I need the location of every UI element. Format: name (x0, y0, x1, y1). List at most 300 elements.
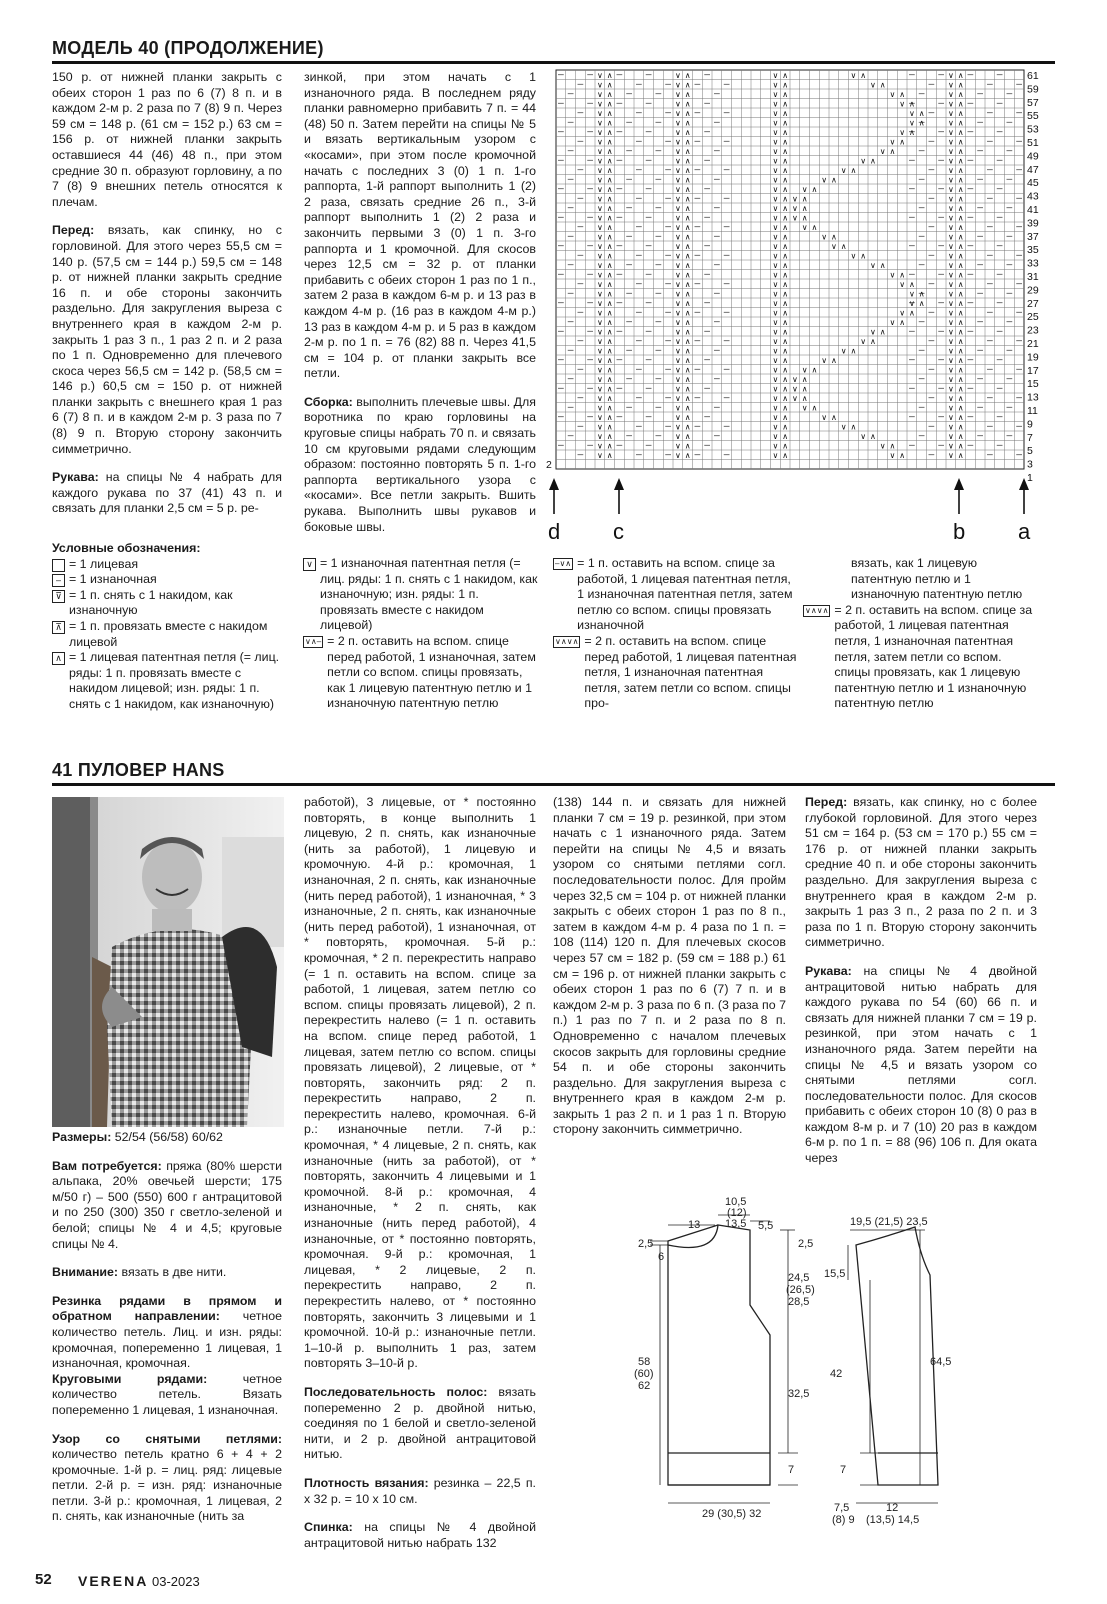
chart-cell-symbol: ∧ (684, 80, 691, 90)
m41-materials: Вам потребуется: пряжа (80% шерсти альпака, 20% овечьей шерсти; 175 м/50 г) – 500 (550) 600 г антрацитовой и по 250 (300) 350 г светло-зеленой и белой; спицы № 4 и 4,5; круговые спицы № 4. (52, 1158, 283, 1251)
chart-cell-symbol: ∨ (860, 156, 867, 166)
chart-cell-symbol: ∨ (948, 318, 954, 327)
chart-cell-symbol: ∨ (597, 166, 603, 175)
chart-cell-symbol: ∨ (597, 71, 603, 80)
chart-cell-symbol: ∨ (597, 413, 603, 422)
chart-cell-symbol: ∧ (782, 441, 789, 451)
chart-cell-symbol: ∧ (782, 289, 789, 299)
chart-cell-symbol: ∨ (675, 166, 681, 175)
chart-cell-symbol: ∧ (606, 384, 613, 394)
m41-density: Плотность вязания: резинка – 22,5 п. х 32 р. = 10 х 10 см. (304, 1475, 536, 1506)
chart-cell-symbol: ∨ (675, 289, 681, 299)
chart-cell-symbol: ∨ (597, 270, 603, 280)
chart-cell-symbol: ∨ (801, 403, 808, 413)
dim-left-2-5: 2,5 (638, 1238, 654, 1250)
issue-number: 03-2023 (152, 1574, 200, 1589)
chart-cell-symbol: ∧ (684, 232, 691, 242)
m40-column-2 (304, 70, 536, 548)
m41-column-2 (304, 795, 536, 1564)
dim-sleeve-top: 19,5 (21,5) 23,5 (850, 1216, 928, 1228)
chart-cell-symbol: ∧ (957, 71, 964, 80)
chart-cell-symbol: ∧ (957, 232, 964, 242)
chart-cell-symbol: ∨ (675, 185, 681, 194)
chart-cell-symbol: ∧ (957, 441, 964, 451)
chart-cell-symbol: ∨ (948, 166, 954, 175)
chart-arrow-label: b (953, 519, 966, 544)
chart-cell-symbol: ∧ (957, 128, 964, 137)
legend-symbol-icon: ∨ (303, 558, 316, 571)
chart-cell-symbol: ∨ (597, 451, 603, 460)
chart-cell-symbol: ∨ (772, 451, 779, 460)
chart-cell-symbol: ∧ (879, 80, 886, 90)
chart-cell-symbol: ∨ (948, 232, 954, 242)
chart-cell-symbol: ∧ (801, 213, 808, 223)
chart-cell-symbol: ∧ (782, 261, 789, 270)
m41-sleeves: Рукава: на спицы № 4 двойной антрацитовой нитью набрать для каждого рукава по 54 (60) 66 п. и связать для нижней планки 7 см = 19 р. резинкой, при этом начать с 1 изнаночного ряда. Затем перейти на спицы № 4,5 и вязать узором со снятыми петлями согл. последовательности полос. Для скосов прибавить с обеих сторон 10 (8) 0 раз в каждом 8-м р. и 7 (10) 20 раз в каждом 6-м р. по 1 п. = 88 (96) 106 п. Для оката через (805, 963, 1037, 1166)
chart-cell-symbol: ∧ (909, 128, 915, 137)
pattern-diagram (620, 1185, 1060, 1570)
chart-cell-symbol: ∧ (889, 441, 896, 451)
chart-cell-symbol: ∨ (675, 175, 681, 185)
chart-cell-symbol: ∨ (840, 422, 847, 432)
chart-cell-symbol: ∨ (860, 432, 867, 441)
chart-cell-symbol: ∨ (675, 356, 681, 365)
legend-text: = 2 п. оставить на вспом. спице перед работой, 1 изнаночная, затем петли со вспом. спицы провязать, как 1 лицевую патентную петлю и 1 изнаночную патентную петлю (327, 633, 536, 711)
chart-cell-symbol: ∧ (918, 109, 925, 118)
m41-slip-cont: работой), 3 лицевые, от * постоянно повторять, в конце выполнить 1 лицевую, 2 п. снять, как изнаночные (нить за работой), 1 лицевую и кромочную. 4-й р.: кромочная, 1 изнаночная, 2 п. снять, как изнаночные (нить перед работой), 1 изнаночная, * 3 изнаночные, 2 п. снять, как изнаночные (нить перед работой), 1 изнаночная, от * повторять, кромочная. 5-й р.: кромочная, * 2 п. перекрестить направо (= 1 п. оставить на вспом. спице за работой, 1 лицевая, затем петлю со вспом. спицы провязать лицевой), 2 п. перекрестить налево (= 1 п. оставить на вспом. спице перед работой, 1 лицевая, затем петлю со вспом. спицы провязать лицевой), 2 лицевые, от * повторять, закончить ряд: 2 п. перекрестить направо, 2 п. перекрестить налево, кромочная. 6-й р.: изнаночные петли. 7-й р.: кромочная, * 4 лицевые, 2 п. снять, как изнаночные (нить за работой), от * повторять, закончить 4 лицевыми и 1 кромочной. 8-й р.: кромочная, 4 изнаночные, * 2 п. снять, как изнаночные (нить перед работой), 4 изнаночные, от * постоянно повторять, кромочная. 9-й р.: кромочная, 1 лицевая, * 2 лицевые, 2 п. перекрестить направо, 2 п. перекрестить налево, от * постоянно повторять, закончить 3 лицевыми и 1 кромочной. 10-й р.: изнаночные петли. 1–10-й р. выполнить 1 раз, затем повторять 3–10-й р. (304, 795, 536, 1371)
chart-cell-symbol: ∨ (948, 270, 954, 280)
chart-cell-symbol: ∨ (772, 232, 779, 242)
chart-cell-symbol: ∨ (792, 394, 798, 403)
chart-cell-symbol: ∧ (684, 403, 691, 413)
chart-cell-symbol: ∧ (782, 403, 789, 413)
chart-cell-symbol: ∨ (831, 242, 837, 251)
legend-text: = 1 п. провязать вместе с накидом лицевой (69, 618, 268, 649)
chart-cell-symbol: ∨ (597, 194, 603, 204)
chart-cell-symbol: ∨ (772, 204, 779, 213)
chart-cell-symbol: ∧ (606, 223, 613, 232)
chart-cell-symbol: ∧ (684, 375, 691, 384)
chart-cell-symbol: ∧ (831, 356, 837, 365)
chart-cell-symbol: ∧ (606, 194, 613, 204)
chart-cell-symbol: ∧ (606, 356, 613, 365)
chart-cell-symbol: ∨ (675, 337, 681, 346)
chart-cell-symbol: ∧ (957, 375, 964, 384)
chart-row-number: 13 (1027, 391, 1039, 404)
chart-cell-symbol: ∧ (801, 375, 808, 384)
section-title-model-40: МОДЕЛЬ 40 (ПРОДОЛЖЕНИЕ) (52, 38, 324, 58)
chart-cell-symbol: ∧ (684, 204, 691, 213)
header-rule (52, 61, 1055, 64)
chart-cell-symbol: ∧ (957, 356, 964, 365)
chart-cell-symbol: ∨ (675, 384, 681, 394)
chart-cell-symbol: ∧ (782, 365, 789, 375)
chart-cell-symbol: ∧ (606, 308, 613, 318)
chart-cell-symbol: ∨ (675, 394, 681, 403)
chart-cell-symbol: ∨ (948, 90, 954, 99)
chart-cell-symbol: ∨ (772, 128, 779, 137)
chart-cell-symbol: ∧ (684, 194, 691, 204)
chart-cell-symbol: ∧ (957, 403, 964, 413)
chart-cell-symbol: ∧ (606, 166, 613, 175)
chart-cell-symbol: ∨ (675, 432, 681, 441)
chart-cell-symbol: ∨ (675, 308, 681, 318)
chart-cell-symbol: ∧ (606, 109, 613, 118)
chart-cell-symbol: ∨ (597, 251, 603, 261)
chart-cell-symbol: ∧ (684, 337, 691, 346)
dim-neck-1: 10,5 (725, 1196, 747, 1208)
chart-cell-symbol: ∨ (675, 80, 681, 90)
chart-cell-symbol: ∧ (957, 337, 964, 346)
chart-cell-symbol: ∧ (860, 251, 867, 261)
chart-cell-symbol: ∨ (597, 128, 603, 137)
m41-attention: Внимание: вязать в две нити. (52, 1265, 227, 1280)
legend-title: Условные обозначения: (52, 541, 201, 555)
chart-row-number: 31 (1027, 271, 1039, 283)
chart-row-number: 59 (1027, 83, 1039, 96)
dim-sleeve-w2: 12 (886, 1502, 899, 1514)
magazine-name: VERENA (78, 1573, 149, 1589)
chart-cell-symbol: ∨ (675, 99, 681, 109)
chart-cell-symbol: ∧ (801, 384, 808, 394)
chart-cell-symbol: ∧ (684, 261, 691, 270)
chart-cell-symbol: ∨ (597, 223, 603, 232)
chart-cell-symbol: ∨ (870, 261, 876, 270)
chart-cell-symbol: ∨ (801, 223, 808, 232)
chart-cell-symbol: ∧ (684, 99, 691, 109)
chart-cell-symbol: ∨ (792, 204, 798, 213)
chart-cell-symbol: ∨ (772, 71, 779, 80)
chart-cell-symbol: ∧ (684, 137, 691, 147)
chart-cell-symbol: ∧ (606, 90, 613, 99)
m41-stripes: Последовательность полос: вязать попеременно 2 р. двойной нитью, соединяя по 1 белой и светло-зеленой нити, и 2 р. двойной антрацитовой нитью. (304, 1384, 536, 1462)
chart-cell-symbol: ∨ (850, 251, 857, 261)
m41-column-1 (52, 1130, 282, 1538)
chart-row-number: 25 (1027, 311, 1039, 324)
chart-cell-symbol: ∧ (606, 403, 613, 413)
dim-neck-2: (12) (727, 1207, 747, 1219)
dim-height-1: 58 (638, 1356, 651, 1368)
chart-cell-symbol: ∨ (772, 175, 779, 185)
chart-cell-symbol: ∨ (772, 242, 779, 251)
legend-item (52, 588, 287, 619)
chart-cell-symbol: ∨ (772, 147, 779, 156)
chart-cell-symbol: ∧ (684, 365, 691, 375)
chart-cell-symbol: ∧ (684, 242, 691, 251)
chart-cell-symbol: ∨ (948, 280, 954, 289)
chart-cell-symbol: ∨ (821, 413, 828, 422)
chart-cell-symbol: ∨ (772, 327, 779, 337)
chart-cell-symbol: ∨ (948, 251, 954, 261)
chart-cell-symbol: ∨ (675, 90, 681, 99)
chart-cell-symbol: ∨ (597, 337, 603, 346)
chart-cell-symbol: ∧ (957, 365, 964, 375)
chart-cell-symbol: ∧ (899, 137, 906, 147)
chart-cell-symbol: ∨ (948, 80, 954, 90)
chart-cell-symbol: ∨ (597, 204, 603, 213)
chart-cell-symbol: ∨ (772, 118, 779, 128)
chart-cell-symbol: ∧ (957, 394, 964, 403)
chart-cell-symbol: ∧ (831, 232, 837, 242)
chart-cell-symbol: ∧ (606, 451, 613, 460)
chart-cell-symbol: ∨ (597, 213, 603, 223)
chart-cell-symbol: ∨ (909, 289, 915, 299)
chart-cell-symbol: ∨ (597, 365, 603, 375)
chart-cell-symbol: ∨ (948, 299, 954, 308)
chart-row-number: 1 (1027, 472, 1033, 484)
chart-cell-symbol: ∧ (811, 223, 818, 232)
chart-cell-symbol: ∧ (957, 118, 964, 128)
chart-cell-symbol: ∨ (948, 365, 954, 375)
legend-text: = 1 изнаночная (69, 572, 157, 587)
chart-cell-symbol: ∧ (899, 270, 906, 280)
chart-cell-symbol: ∧ (782, 137, 789, 147)
legend-text: = 1 изнаночная патентная петля (= лиц. ряды: 1 п. снять с 1 накидом, как изнаночную; изн. ряды: 1 п. провязать вместе с накидом лицевой) (320, 556, 538, 633)
chart-cell-symbol: ∧ (782, 204, 789, 213)
chart-cell-symbol: ∧ (684, 147, 691, 156)
chart-cell-symbol: ∧ (957, 318, 964, 327)
chart-cell-symbol: ∧ (606, 71, 613, 80)
chart-cell-symbol: ∨ (889, 451, 896, 460)
chart-cell-symbol: ∨ (675, 280, 681, 289)
m41-column-3 (553, 795, 786, 1151)
chart-row-number: 5 (1027, 445, 1033, 458)
m40-column-1 (52, 70, 282, 530)
chart-row-number: 39 (1027, 217, 1039, 230)
chart-row-number: 49 (1027, 150, 1039, 163)
legend-item (553, 556, 798, 634)
chart-row-number: 9 (1027, 418, 1033, 431)
legend-symbol-icon: – (52, 574, 65, 587)
chart-cell-symbol: ∧ (957, 80, 964, 90)
chart-arrow-label: d (548, 519, 561, 544)
chart-cell-symbol: ∨ (948, 356, 954, 365)
chart-cell-symbol: ∨ (597, 403, 603, 413)
chart-cell-symbol: ∨ (597, 327, 603, 337)
chart-cell-symbol: ∧ (684, 251, 691, 261)
chart-cell-symbol: ∧ (684, 308, 691, 318)
chart-cell-symbol: ∨ (772, 194, 779, 204)
chart-cell-symbol: ∨ (948, 128, 954, 137)
chart-cell-symbol: ∨ (675, 194, 681, 204)
chart-cell-symbol: ∨ (772, 299, 779, 308)
chart-cell-symbol: ∧ (957, 289, 964, 299)
chart-cell-symbol: ∨ (597, 261, 603, 270)
chart-cell-symbol: ∧ (782, 109, 789, 118)
chart-cell-symbol: ∧ (782, 318, 789, 327)
chart-cell-symbol: ∧ (782, 118, 789, 128)
chart-cell-symbol: ∨ (597, 384, 603, 394)
chart-cell-symbol: ∨ (675, 137, 681, 147)
chart-cell-symbol: ∧ (684, 327, 691, 337)
chart-cell-symbol: ∨ (675, 242, 681, 251)
chart-cell-symbol: ∧ (684, 156, 691, 166)
chart-cell-symbol: ∨ (850, 71, 857, 80)
chart-cell-symbol: ∨ (675, 365, 681, 375)
chart-cell-symbol: ∧ (850, 422, 857, 432)
dim-sleeve-w1: 7,5 (834, 1502, 850, 1514)
chart-cell-symbol: ∨ (675, 147, 681, 156)
dim-shoulder: 13 (688, 1219, 701, 1231)
sweater-photo (52, 797, 284, 1127)
chart-cell-symbol: ∨ (948, 99, 954, 109)
chart-cell-symbol: ∧ (879, 327, 886, 337)
chart-row-number: 43 (1027, 190, 1039, 203)
dim-sleeve-cap: 15,5 (824, 1268, 846, 1280)
chart-cell-symbol: ∨ (675, 413, 681, 422)
chart-cell-symbol: ∨ (772, 213, 779, 223)
legend-text: = 2 п. оставить на вспом. спице за работой, 1 лицевая патентная петля, 1 изнаночная патентная петля, затем петли со вспом. спицы провязать, как 1 лицевую патентную петлю и 1 изнаночную патентную петлю (834, 602, 1033, 711)
chart-cell-symbol: ∨ (772, 318, 779, 327)
chart-cell-symbol: ∨ (772, 137, 779, 147)
chart-cell-symbol: ∧ (684, 166, 691, 175)
chart-cell-symbol: ∧ (957, 137, 964, 147)
chart-cell-symbol: ∨ (948, 213, 954, 223)
chart-cell-symbol: ∧ (684, 394, 691, 403)
chart-cell-symbol: ∧ (606, 80, 613, 90)
dim-right-2-5: 2,5 (798, 1238, 814, 1250)
chart-cell-symbol: ∨ (772, 270, 779, 280)
chart-cell-symbol: ∧ (870, 156, 876, 166)
chart-cell-symbol: ∧ (684, 128, 691, 137)
chart-cell-symbol: ∧ (782, 327, 789, 337)
chart-cell-symbol: ∨ (772, 185, 779, 194)
chart-cell-symbol: ∧ (909, 280, 915, 289)
legend-item (52, 557, 287, 573)
chart-cell-symbol: ∨ (597, 156, 603, 166)
chart-cell-symbol: ∨ (772, 365, 779, 375)
dim-armhole-3: 28,5 (788, 1296, 810, 1308)
chart-cell-symbol: ∧ (782, 384, 789, 394)
chart-cell-symbol: ∨ (675, 232, 681, 242)
chart-cell-symbol: ∧ (811, 185, 818, 194)
chart-cell-symbol: ∨ (948, 289, 954, 299)
chart-cell-symbol: ∨ (948, 194, 954, 204)
chart-cell-symbol: ∨ (772, 394, 779, 403)
header-rule-2 (52, 783, 1055, 786)
chart-cell-symbol: ∧ (782, 99, 789, 109)
chart-cell-symbol: ∧ (606, 365, 613, 375)
chart-cell-symbol: ∨ (792, 213, 798, 223)
chart-cell-symbol: ∨ (948, 327, 954, 337)
dim-neck-depth: 5,5 (758, 1220, 774, 1232)
chart-cell-symbol: ∨ (948, 451, 954, 460)
chart-cell-symbol: ∧ (782, 128, 789, 137)
chart-cell-symbol: ∧ (606, 232, 613, 242)
legend-col4-cont: вязать, как 1 лицевую патентную петлю и 1 изнаночную патентную петлю (851, 556, 1023, 602)
chart-cell-symbol: ∧ (957, 204, 964, 213)
chart-cell-symbol: ∨ (899, 99, 906, 109)
chart-cell-symbol: ∧ (606, 118, 613, 128)
chart-cell-symbol: ∨ (772, 413, 779, 422)
chart-cell-symbol: ∧ (684, 280, 691, 289)
legend-item (303, 556, 538, 634)
chart-cell-symbol: ∨ (899, 280, 906, 289)
chart-cell-symbol: ∨ (948, 308, 954, 318)
chart-cell-symbol: ∧ (606, 261, 613, 270)
chart-cell-symbol: ∨ (675, 109, 681, 118)
m41-slip-pattern: Узор со снятыми петлями: количество петель кратно 6 + 4 + 2 кромочные. 1-й р. = лиц. ряд: лицевые петли. 2-й р. = изн. ряд: изнаночные петли. 3-й р.: кромочная, 1 лицевая, 2 п. снять, как изнаночные (нить за (52, 1431, 282, 1524)
legend-symbol-icon (52, 559, 65, 572)
chart-cell-symbol: ∨ (772, 308, 779, 318)
m41-front: Перед: вязать, как спинку, но с более глубокой горловиной. Для этого через 51 см = 164 р. (53 см = 170 р.) 55 см = 176 р. от нижней планки закрыть средние 40 п. и обе стороны закончить раздельно. Для закругления выреза с внутреннего края в каждом 2-м р. закрыть 1 раз 3 п., 2 раза по 2 п. и 3 раза по 1 п. Вторую сторону закончить симметрично. (805, 795, 1037, 950)
chart-cell-symbol: ∨ (948, 394, 954, 403)
chart-cell-symbol: ∧ (957, 384, 964, 394)
chart-cell-symbol: ∧ (782, 270, 789, 280)
chart-cell-symbol: ∧ (957, 270, 964, 280)
chart-cell-symbol: ∨ (772, 80, 779, 90)
chart-cell-symbol: ∨ (597, 242, 603, 251)
chart-cell-symbol: ∨ (870, 80, 876, 90)
chart-cell-symbol: ∨ (801, 365, 808, 375)
chart-row-number: 51 (1027, 137, 1039, 149)
chart-cell-symbol: ∨ (948, 147, 954, 156)
chart-cell-symbol: ∨ (675, 204, 681, 213)
dim-width: 29 (30,5) 32 (702, 1508, 762, 1520)
chart-cell-symbol: ∨ (801, 185, 808, 194)
chart-cell-symbol: ∨ (772, 109, 779, 118)
chart-cell-symbol: ∧ (782, 394, 789, 403)
chart-cell-symbol: ∧ (801, 194, 808, 204)
m41-rib: Резинка рядами в прямом и обратном направлении: четное количество петель. Лиц. и изн. ряды: кромочная, попеременно 1 лицевая, 1 изнаночная, кромочная. (52, 1293, 282, 1371)
chart-cell-symbol: ∧ (606, 270, 613, 280)
chart-cell-symbol: ∧ (879, 261, 886, 270)
chart-cell-symbol: ∨ (597, 308, 603, 318)
chart-cell-symbol: ∧ (782, 422, 789, 432)
chart-cell-symbol: ∨ (889, 90, 896, 99)
chart-cell-symbol: ∧ (606, 128, 613, 137)
chart-cell-symbol: ∨ (675, 213, 681, 223)
chart-cell-symbol: ∧ (957, 194, 964, 204)
chart-cell-symbol: ∨ (597, 99, 603, 109)
chart-cell-symbol: ∧ (684, 413, 691, 422)
chart-cell-symbol: ∧ (782, 223, 789, 232)
chart-cell-symbol: ∧ (606, 137, 613, 147)
chart-cell-symbol: ∧ (606, 337, 613, 346)
chart-cell-symbol: ∧ (957, 261, 964, 270)
chart-cell-symbol: ∨ (597, 280, 603, 289)
chart-cell-symbol: ∧ (782, 251, 789, 261)
dim-side: 32,5 (788, 1388, 810, 1400)
chart-cell-symbol: ∧ (860, 71, 867, 80)
m41-sizes: Размеры: 52/54 (56/58) 60/62 (52, 1130, 223, 1144)
chart-row-number: 11 (1027, 405, 1038, 417)
chart-cell-symbol: ∨ (772, 422, 779, 432)
chart-cell-symbol: ∨ (948, 204, 954, 213)
chart-cell-symbol: ∨ (772, 166, 779, 175)
chart-cell-symbol: ∧ (684, 213, 691, 223)
dim-sleeve-length: 42 (830, 1368, 843, 1380)
chart-cell-symbol: ∧ (918, 289, 925, 299)
chart-cell-symbol: ∧ (957, 109, 964, 118)
chart-cell-symbol: ∧ (782, 280, 789, 289)
legend-symbol-icon: –∨∧ (555, 559, 572, 568)
chart-cell-symbol: ∨ (772, 432, 779, 441)
chart-cell-symbol: ∧ (606, 375, 613, 384)
chart-cell-symbol: ∧ (606, 441, 613, 451)
chart-cell-symbol: ∧ (957, 451, 964, 460)
legend-column-4 (803, 556, 1040, 712)
chart-cell-symbol: ∨ (675, 346, 681, 356)
chart-cell-symbol: ∨ (772, 375, 779, 384)
chart-cell-symbol: ∧ (957, 185, 964, 194)
chart-cell-symbol: ∧ (918, 118, 925, 128)
dim-rib-body: 7 (788, 1464, 795, 1476)
chart-row-number: 33 (1027, 257, 1039, 270)
m41-column-4 (805, 795, 1037, 1180)
chart-cell-symbol: ∧ (684, 118, 691, 128)
legend-item (303, 634, 538, 712)
